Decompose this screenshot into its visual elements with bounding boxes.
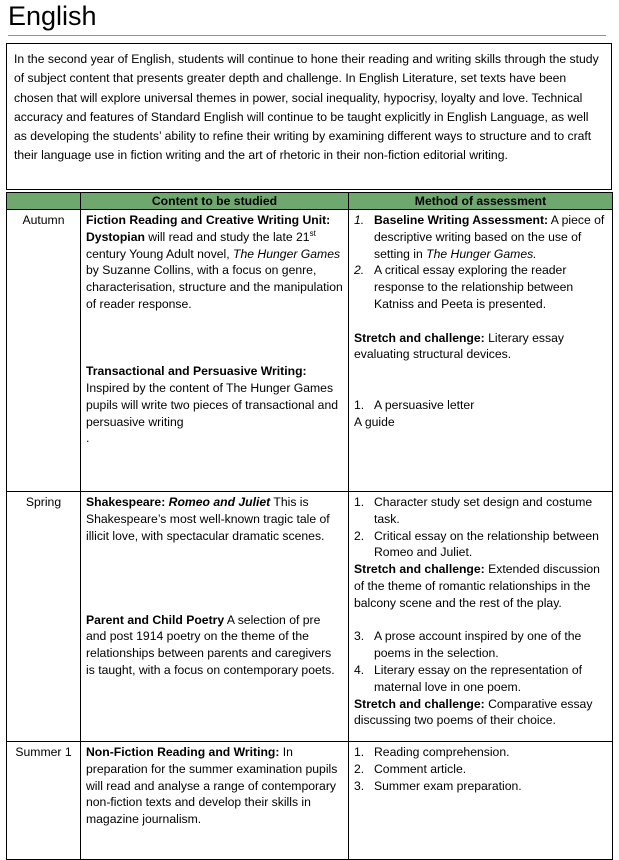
book-title: The Hunger Games [233,246,341,261]
play-title: Romeo and Juliet [168,495,271,509]
unit-title: Transactional and Persuasive Writing: [86,364,307,379]
assessment-extra: A guide [354,414,395,429]
unit-title: Parent and Child Poetry [86,612,225,627]
unit-title: Shakespeare: [86,495,169,509]
assessment-spring [349,492,613,742]
list-item: 1. Reading comprehension. [354,745,510,759]
unit-dystopian: Fiction Reading and Creative Writing Unit: Dystopian will read and study the late 21st century Young Adult novel, The Hunger Games by Suzanne Collins, with a focus on genre, characterisation, structure and the manipulation of reader response. [86,213,343,311]
table-row-spring [7,492,613,742]
list-item: 1. A persuasive letter [354,397,475,412]
list-item: 1. Character study set design and costume task. [354,495,593,526]
table-row-autumn [7,210,613,492]
page-title: English [8,1,97,31]
unit-non-fiction: Non-Fiction Reading and Writing: In preparation for the summer examination pupils will read and analyse a range of contemporary non-fiction texts and develop their skills in magazine journalism. [86,745,338,827]
list-item: 1. Baseline Writing Assessment: A piece of descriptive writing based on the use of setting in The Hunger Games. [354,213,605,261]
content-spring [81,492,349,742]
content-summer [81,742,349,860]
stretch-challenge: Stretch and challenge: Literary essay evaluating structural devices. [354,330,564,362]
unit-title: Fiction Reading and Creative Writing Unit: Dystopian [86,213,331,244]
title-divider [8,35,606,36]
header-content: Content to be studied [81,193,349,210]
assessment-list [354,494,607,561]
intro-box: In the second year of English, students will continue to hone their reading and writing skills through the study of subject content that presents greater depth and challenge. In English Literature, set texts have been chosen that will explore universal themes in power, social inequality, hypocrisy, loyalty and love. Technical accuracy and features of Standard English will continue to be taught explicitly in English Language, as well as developing the students’ ability to refine their writing by examining different ways to structure and to craft their language use in fiction writing and the art of rhetoric in their non-fiction editorial writing. [6,43,612,190]
assessment-autumn [349,210,613,492]
term-spring: Spring [7,492,81,742]
unit-shakespeare: Shakespeare: Romeo and Juliet This is Shakespeare’s most well-known tragic tale of illicit love, with spectacular dramatic scenes. [86,495,330,543]
table-header-row [7,193,613,210]
unit-transactional: Transactional and Persuasive Writing: Inspired by the content of The Hunger Games pupils will write two pieces of transactional and persuasive writing . [86,364,338,446]
term-autumn: Autumn [7,210,81,492]
stretch-challenge: Stretch and challenge: Extended discussion of the theme of romantic relationships in the balcony scene and the rest of the play. [354,562,600,610]
list-item: 4. Literary essay on the representation of maternal love in one poem. [354,662,582,694]
list-item: 2. A critical essay exploring the reader response to the relationship between Katniss and Peeta is presented. [354,263,574,311]
content-autumn [81,210,349,492]
list-item: 2. Critical essay on the relationship between Romeo and Juliet. [354,528,599,560]
unit-poetry: Parent and Child Poetry A selection of pre and post 1914 poetry on the theme of the relationships between parents and caregivers is taught, with a focus on contemporary poets. [86,612,335,677]
curriculum-table [6,192,613,860]
term-summer-1: Summer 1 [7,742,81,860]
list-item: 2. Comment article. [354,761,467,776]
list-item: 3. A prose account inspired by one of the poems in the selection. [354,629,582,661]
header-term [7,193,81,210]
stretch-challenge: Stretch and challenge: Comparative essay discussing two poems of their choice. [354,696,593,728]
assessment-list [354,397,607,414]
table-row-summer [7,742,613,860]
header-assessment: Method of assessment [349,193,613,210]
assessment-list [354,212,607,313]
list-item: 3. Summer exam preparation. [354,778,522,793]
assessment-summer [349,742,613,860]
assessment-list [354,628,607,695]
unit-title: Non-Fiction Reading and Writing: [86,745,280,759]
assessment-list [354,744,607,794]
